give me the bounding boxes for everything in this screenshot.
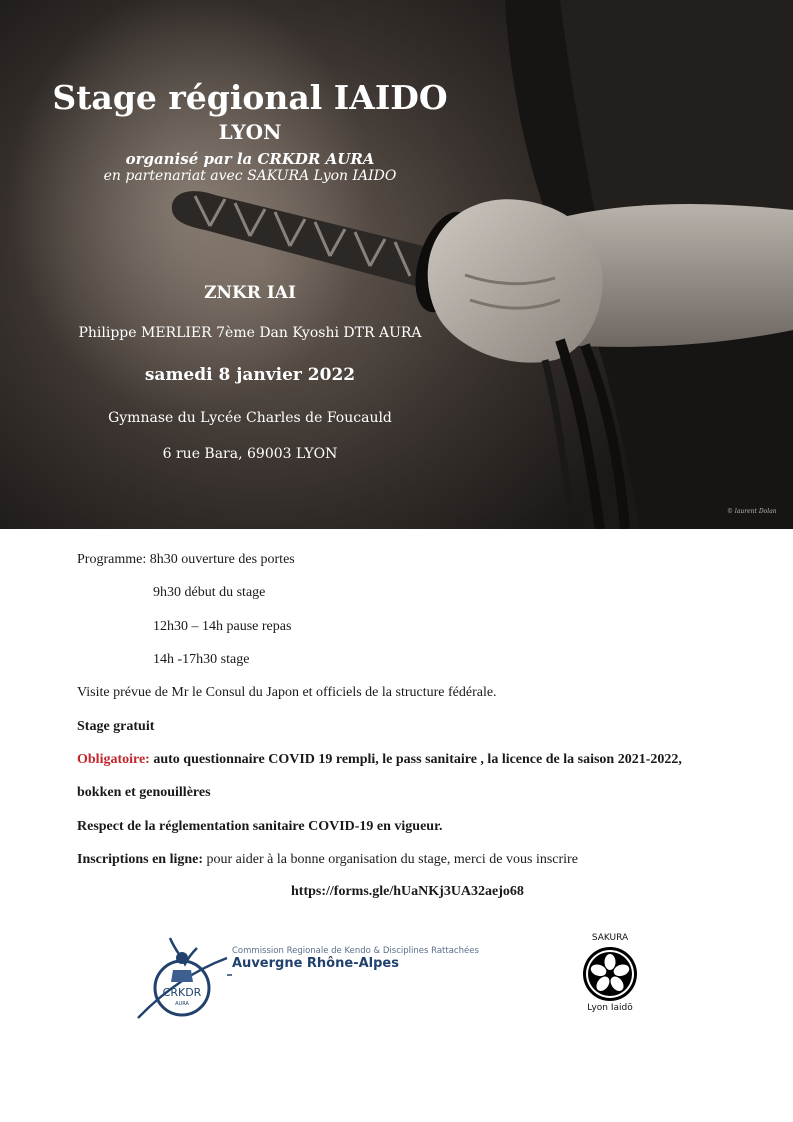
crkdr-subtitle: Commission Regionale de Kendo & Disciplines Rattachées — [232, 946, 479, 956]
sakura-flower-icon — [578, 945, 642, 1003]
registration-label: Inscriptions en ligne: — [77, 852, 204, 867]
program-item: 12h30 – 14h pause repas — [153, 619, 292, 634]
event-date: samedi 8 janvier 2022 — [144, 365, 356, 385]
mandatory-text-continued: bokken et genouillères — [77, 785, 211, 800]
event-venue: Gymnase du Lycée Charles de Foucauld — [108, 410, 392, 426]
sanitary-notice: Respect de la réglementation sanitaire COVID-19 en vigueur. — [77, 819, 443, 834]
event-partner: en partenariat avec SAKURA Lyon IAIDO — [103, 168, 397, 184]
free-notice: Stage gratuit — [77, 719, 155, 734]
program-line-1 — [77, 552, 295, 568]
crkdr-abbr: CRKDR — [162, 986, 202, 999]
sakura-logo — [570, 933, 650, 1018]
event-style: ZNKR IAI — [204, 283, 296, 303]
registration-line — [77, 852, 578, 868]
program-item: 9h30 début du stage — [153, 585, 266, 600]
photo-credit: © laurent Dolan — [727, 508, 777, 515]
crkdr-small: AURA — [175, 1001, 189, 1007]
sakura-bottom-label: Lyon Iaidō — [587, 1003, 633, 1013]
mandatory-line — [77, 752, 682, 768]
crkdr-title: Auvergne Rhône-Alpes — [232, 956, 399, 971]
crkdr-logo — [135, 930, 479, 1025]
event-title: Stage régional IAIDO — [52, 78, 448, 117]
consul-visit-note: Visite prévue de Mr le Consul du Japon et officiels de la structure fédérale. — [77, 685, 497, 700]
program-item: 14h -17h30 stage — [153, 652, 250, 667]
hero-photo-banner — [0, 0, 793, 529]
crkdr-divider — [227, 972, 557, 978]
registration-link[interactable]: https://forms.gle/hUaNKj3UA32aejo68 — [291, 884, 524, 899]
mandatory-text: auto questionnaire COVID 19 rempli, le pass sanitaire , la licence de la saison 2021-2022, — [149, 752, 682, 767]
event-city: LYON — [218, 120, 282, 144]
program-item: 8h30 ouverture des portes — [149, 552, 295, 567]
kendoka-emblem-icon — [135, 930, 230, 1022]
sakura-top-label: SAKURA — [591, 933, 629, 943]
mandatory-label: Obligatoire: — [77, 752, 150, 767]
event-organizer: organisé par la CRKDR AURA — [125, 150, 375, 168]
program-label: Programme: — [77, 552, 147, 567]
event-teacher: Philippe MERLIER 7ème Dan Kyoshi DTR AURA — [78, 325, 422, 341]
registration-text: pour aider à la bonne organisation du stage, merci de vous inscrire — [203, 852, 578, 867]
event-address: 6 rue Bara, 69003 LYON — [162, 446, 338, 462]
